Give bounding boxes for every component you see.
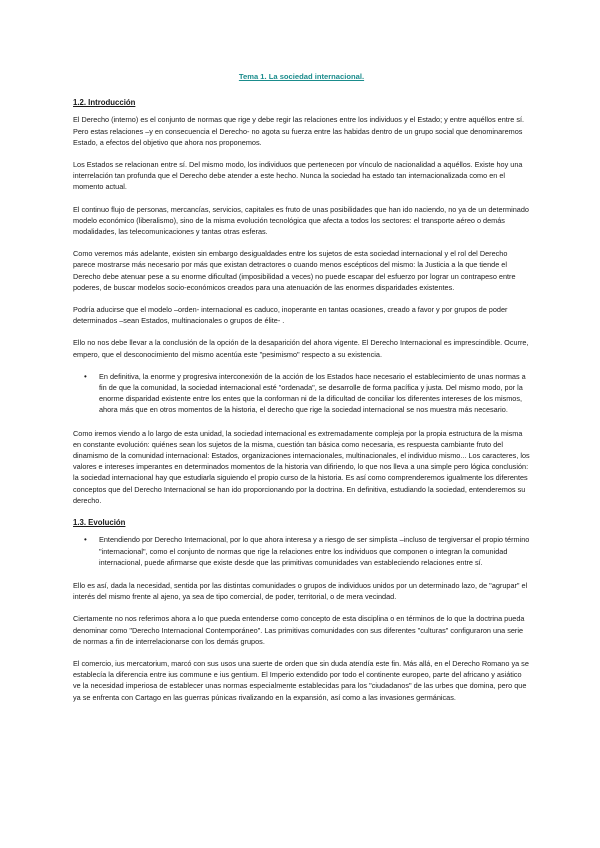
document-title: Tema 1. La sociedad internacional.: [238, 72, 365, 81]
bullet-list: [73, 371, 530, 416]
paragraph: Podría aducirse que el modelo –orden- internacional es caduco, inoperante en tantas ocasiones, creado a favor y por grupos de poder determinados –sean Estados, multinacionales o grupos de élite- .: [73, 305, 508, 326]
bullet-icon: •: [84, 371, 87, 381]
section-heading-introduccion: 1.2. Introducción: [73, 98, 136, 108]
bullet-icon: •: [84, 535, 87, 545]
paragraph: Ello es así, dada la necesidad, sentida por las distintas comunidades o grupos de individuos unidos por un determinado lazo, de "agrupar" el interés del mismo frente al ajeno, ya sea de tipo comercial, de poder, territorial, o de mera vecindad.: [73, 580, 528, 602]
paragraph: El continuo flujo de personas, mercancías, servicios, capitales es fruto de unas posibilidades que han ido naciendo, no ya de un determinado modelo económico (liberalismo), sino de la misma evolución tecnológica que afecta a todos los sectores: el transporte aéreo o demás modalidades, las telecomunicaciones y tantas otras esferas.: [73, 204, 529, 237]
paragraph: Los Estados se relacionan entre sí. Del mismo modo, los individuos que pertenecen por vínculo de nacionalidad a aquéllos. Existe hoy una interrelación tan profunda que el Derecho debe atender a este hecho. Nunca la sociedad ha estado tan internacionalizada como en el momento actual.: [73, 160, 523, 192]
paragraph: El comercio, ius mercatorium, marcó con sus usos una suerte de orden que sin duda atendía este fin. Más allá, en el Derecho Romano ya se establecía la diferencia entre ius commune e ius gentium. El Imperio extendido por todo el continente europeo, parte del africano y asiático ve la necesidad imperiosa de establecer unas normas especialmente establecidas para los "ciudadanos" de las urbes que domina, pero que ya se enfrenta con Cartago en las guerras púnicas rivalizando en la expansión, así como a las invasiones germánicas.: [73, 658, 529, 702]
paragraph: Ello no nos debe llevar a la conclusión de la opción de la desaparición del ahora vigente. El Derecho Internacional es imprescindible. Ocurre, empero, que el desconocimiento del mismo acentúa este "pesimismo" respecto a su existencia.: [73, 338, 529, 359]
paragraph: Como veremos más adelante, existen sin embargo desigualdades entre los sujetos de esta sociedad internacional y el rol del Derecho parece mostrarse más necesario por más que existan detractores o cuando menos escépticos del mismo: la Justicia a la que tiende el Derecho debe atenuar pese a su enorme dificultad (imposibilidad a veces) no puede escapar del esfuerzo por lograr un contrapeso entre poderes, de buscar modelos socio-económicos creados para una atenuación de las enormes disparidades existentes.: [73, 249, 516, 292]
section-heading-evolucion: 1.3. Evolución: [73, 518, 126, 528]
list-item-text: En definitiva, la enorme y progresiva interconexión de la acción de los Estados hace necesario el establecimiento de unas normas a fin de que la comunidad, la sociedad internacional esté "ordenada", se desarrolle de forma pacífica y justa. Del mismo modo, por la enorme disparidad existente entre los entes que la conforman ni de la dificultad de conciliar los diferentes intereses de los mismos, ahora más que en otros momentos de la historia, el derecho que rige la sociedad internacional se nos muestra más necesario.: [99, 371, 526, 415]
list-item-text: Entendiendo por Derecho Internacional, por lo que ahora interesa y a riesgo de ser simplista –incluso de tergiversar el propio término "internacional", como el conjunto de normas que rige la relaciones entre los individuos que componen o integran la comunidad internacional, puede afirmarse que existe desde que las primitivas comunidades van estableciendo relaciones entre sí.: [99, 535, 530, 567]
list-item: [84, 371, 530, 416]
section-evolucion: [73, 517, 530, 703]
bullet-list: [73, 534, 530, 568]
section-introduccion: [73, 97, 530, 506]
paragraph: Como iremos viendo a lo largo de esta unidad, la sociedad internacional es extremadamente compleja por la propia estructura de la misma en constante evolución: quiénes sean los sujetos de la misma, cuestión tan básica como necesaria, es respuesta cambiante fruto del dinamismo de la comunidad internacional: Estados, organizaciones internacionales, multinacionales, el individuo mismo... Los caracteres, los valores e intereses imperantes en determinados momentos de la historia van difiriendo, lo que nos lleva a una simple pero lógica conclusión: la sociedad internacional hay que estudiarla siguiendo el propio curso de la historia. Es así como comprenderemos igualmente los diferentes conceptos que del Derecho Internacional se han ido proporcionando por la doctrina. En definitiva, estudiando la sociedad, entenderemos su derecho.: [73, 428, 530, 505]
list-item: [84, 534, 530, 568]
paragraph: El Derecho (interno) es el conjunto de normas que rige y debe regir las relaciones entre los individuos y el Estado; y entre aquéllos entre sí. Pero estas relaciones –y en consecuencia el Derecho- no agota su fuerza entre las habidas dentro de un grupo social que denominaremos Estado, a efectos del objetivo que ahora nos proponemos.: [73, 115, 525, 147]
paragraph: Ciertamente no nos referimos ahora a lo que pueda entenderse como concepto de esta disciplina o en términos de lo que la doctrina pueda denominar como "Derecho Internacional Contemporáneo". Las primitivas comunidades con sus diferentes "culturas" configuraron una serie de normas a fin de interrelacionarse con los demás grupos.: [73, 614, 525, 646]
